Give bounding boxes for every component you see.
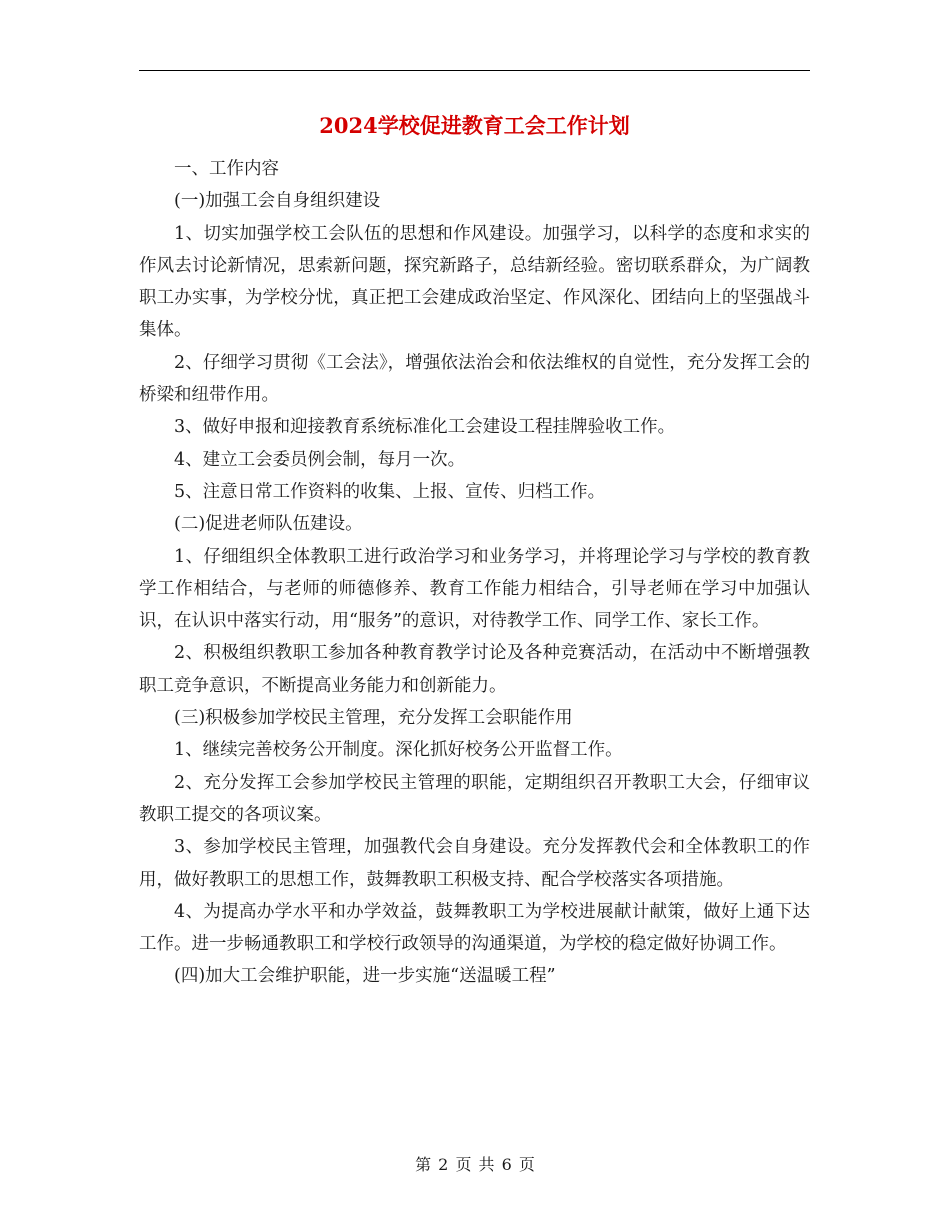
paragraph: 3、参加学校民主管理，加强教代会自身建设。充分发挥教代会和全体教职工的作用，做好教职工的思想工作，鼓舞教职工积极支持、配合学校落实各项措施。 xyxy=(139,837,810,890)
subsection-heading: (三)积极参加学校民主管理，充分发挥工会职能作用 xyxy=(174,708,573,729)
subsection-heading: (四)加大工会维护职能，进一步实施“送温暖工程” xyxy=(174,966,556,987)
header-rule xyxy=(139,70,810,71)
paragraph: 1、仔细组织全体教职工进行政治学习和业务学习，并将理论学习与学校的教育教学工作相结合，与老师的师德修养、教育工作能力相结合，引导老师在学习中加强认识，在认识中落实行动，用“服务”的意识，对待教学工作、同学工作、家长工作。 xyxy=(139,546,810,632)
paragraph: 3、做好申报和迎接教育系统标准化工会建设工程挂牌验收工作。 xyxy=(174,417,676,438)
section-heading: 一、工作内容 xyxy=(174,159,279,179)
paragraph: 4、建立工会委员例会制，每月一次。 xyxy=(174,449,466,470)
document-title: 2024学校促进教育工会工作计划 xyxy=(319,113,630,138)
page-number-footer: 第 2 页 共 6 页 xyxy=(415,1155,535,1174)
subsection-heading: (一)加强工会自身组织建设 xyxy=(174,191,381,212)
paragraph: 2、积极组织教职工参加各种教育教学讨论及各种竞赛活动，在活动中不断增强教职工竞争意识，不断提高业务能力和创新能力。 xyxy=(139,643,810,696)
paragraph: 2、充分发挥工会参加学校民主管理的职能，定期组织召开教职工大会，仔细审议教职工提交的各项议案。 xyxy=(139,772,810,825)
subsection-heading: (二)促进老师队伍建设。 xyxy=(174,514,363,535)
paragraph: 1、切实加强学校工会队伍的思想和作风建设。加强学习，以科学的态度和求实的作风去讨论新情况，思索新问题，探究新路子，总结新经验。密切联系群众，为广阔教职工办实事，为学校分忧，真正把工会建成政治坚定、作风深化、团结向上的坚强战斗集体。 xyxy=(139,223,810,341)
paragraph: 2、仔细学习贯彻《工会法》，增强依法治会和依法维权的自觉性，充分发挥工会的桥梁和纽带作用。 xyxy=(139,352,810,406)
document-body xyxy=(139,153,810,993)
paragraph: 1、继续完善校务公开制度。深化抓好校务公开监督工作。 xyxy=(174,740,623,761)
paragraph: 4、为提高办学水平和办学效益，鼓舞教职工为学校进展献计献策，做好上通下达工作。进一步畅通教职工和学校行政领导的沟通渠道，为学校的稳定做好协调工作。 xyxy=(139,901,810,955)
paragraph: 5、注意日常工作资料的收集、上报、宣传、归档工作。 xyxy=(174,481,606,502)
